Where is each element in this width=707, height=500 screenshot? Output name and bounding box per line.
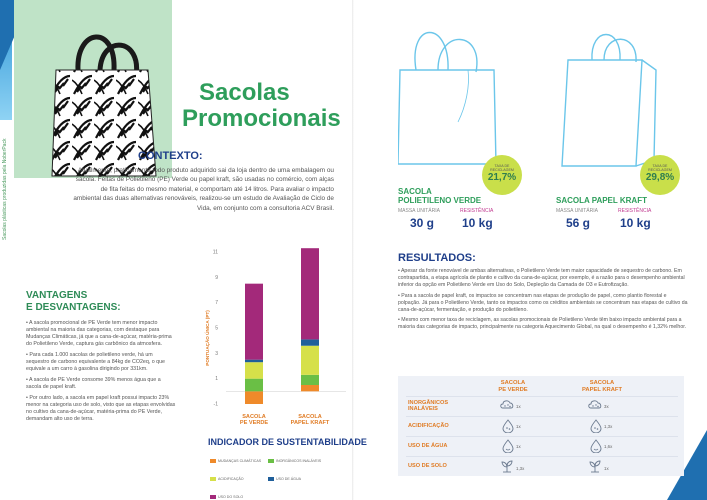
legend-label: MUDANÇAS CLIMÁTICAS (218, 459, 262, 463)
acid-drop-icon (502, 419, 514, 433)
recycle-badge-kraft: TAXA DE RECICLAGEM 29,8% (640, 155, 680, 195)
list-item: • Para cada 1.000 sacolas de polietileno verde, há um sequestro de carbono equivalente a 84kg de CO2eq, o que equivale a um carro à gasolina dirigindo por 331km. (26, 352, 165, 372)
y-tick-label: 3 (215, 350, 218, 357)
kraft-massa-label: MASSA UNITÁRIA (556, 208, 598, 214)
legend-item (210, 477, 268, 481)
table-row-label: ACIDIFICAÇÃO (408, 423, 449, 429)
legend-item (268, 477, 326, 481)
table-col-pe: SACOLA PE VERDE (498, 380, 528, 393)
kraft-bag-name: SACOLA PAPEL KRAFT (556, 196, 647, 205)
resultados-list (398, 268, 688, 335)
bar-segment (301, 339, 319, 345)
bar-segment (301, 385, 319, 391)
photo-credit: Sacolas plásticas produzidas pela NoberPack (2, 138, 8, 240)
page-title: Sacolas Promocionais (182, 79, 341, 132)
contexto-heading: CONTEXTO: (138, 150, 203, 162)
sustainability-chart (196, 246, 351, 436)
list-item: • A sacola promocional de PE Verde tem menor impacto ambiental na maioria das categorias, com destaque para Mudanças Climáticas, já que a cana-de-açúcar, matéria-prima do Polietileno Verde, captura gás carbônico da atmosfera. (26, 320, 172, 347)
bar-segment (301, 248, 319, 339)
y-tick-label: 1 (215, 376, 218, 383)
legend-swatch (268, 477, 274, 481)
list-item: • A sacola de PE Verde consome 39% menos água que a sacola de papel kraft. (26, 377, 161, 390)
water-drop-icon (502, 439, 514, 453)
legend-item (268, 459, 326, 463)
y-axis-label: PONTUAÇÃO ÚNICA (PT) (205, 310, 210, 366)
legend-label: USO DO SOLO (218, 495, 244, 499)
legend-label: USO DE ÁGUA (276, 477, 301, 481)
kraft-resist-label: RESISTÊNCIA (618, 208, 652, 214)
bar-segment (301, 375, 319, 385)
pe-resist-label: RESISTÊNCIA (460, 208, 494, 214)
table-cell: 1,6x (604, 444, 613, 449)
table-divider (406, 436, 678, 437)
cloud-dots-icon (500, 399, 514, 411)
kraft-massa-value: 56 g (566, 216, 591, 230)
table-divider (406, 396, 678, 397)
table-cell: 1x (604, 466, 609, 471)
y-tick-label: 7 (215, 300, 218, 307)
table-row-label: USO DE ÁGUA (408, 443, 448, 449)
table-row-label: INORGÂNICOS INALÁVEIS (408, 400, 449, 413)
list-item: • Por outro lado, a sacola em papel kraft possui impacto 23% menor na categoria uso de solo, visto que as etapas envolvidas no cultivo da cana-de-açúcar, matéria-prima do PE Verde, demandam alto uso de terra. (26, 395, 176, 422)
bar-segment (245, 360, 263, 363)
chart-title: INDICADOR DE SUSTENTABILIDADE (208, 437, 367, 447)
legend-item (210, 495, 268, 499)
vantagens-heading: VANTAGENS E DESVANTAGENS: (26, 290, 121, 313)
x-tick-label: PE VERDE (239, 420, 269, 426)
legend-label: INORGÂNICOS INALÁVEIS (276, 459, 322, 463)
bar-segment (245, 379, 263, 392)
x-tick-label: PAPEL KRAFT (290, 420, 330, 426)
table-col-kraft: SACOLA PAPEL KRAFT (581, 380, 623, 393)
contexto-text: Atualmente, praticamente todo produto adquirido sai da loja dentro de uma embalagem ou sacola. Feitas de Polietileno (PE) Verde ou papel kraft, são usadas no comércio, com alças de fita feitas do mesmo material, e comportam até 14 litros. Para avaliar o impacto ambiental das duas alternativas renováveis, realizou-se um estudo de Avaliação de Ciclo de Vida, em conjunto com a consultoria ACV Brasil. (73, 167, 334, 212)
table-cell: 1x (516, 444, 521, 449)
bar-segment (245, 391, 263, 404)
legend-swatch (268, 459, 274, 463)
y-tick-label: 9 (215, 274, 218, 281)
y-tick-label: 11 (212, 249, 218, 256)
list-item: • Apesar da fonte renovável de ambas alternativas, o Polietileno Verde tem maior capacidade de sequestro de carbono. Em contrapartida, a etapa agrícola de plantio e cultivo da cana-de-açúcar, por exemplo, é a razão para o desempenho ambiental inferior da opção em Polietileno Verde em Uso do Solo, Depleção da Camada de O3 e Eutrofização. (398, 268, 685, 289)
x-tick-label: SACOLA (298, 414, 322, 420)
water-drop-icon (590, 439, 602, 453)
bar-segment (245, 362, 263, 378)
vantagens-list (26, 320, 176, 427)
pe-massa-value: 30 g (410, 216, 435, 230)
table-cell: 3x (604, 404, 609, 409)
table-cell: 1x (516, 424, 521, 429)
pe-resist-value: 10 kg (462, 216, 493, 230)
table-row-label: USO DE SOLO (408, 463, 447, 469)
y-tick-label: -1 (213, 401, 218, 408)
chart-legend (210, 450, 350, 500)
legend-label: ACIDIFICAÇÃO (218, 477, 244, 481)
table-divider (406, 416, 678, 417)
y-tick-label: 5 (215, 325, 218, 332)
legend-swatch (210, 495, 216, 499)
sprout-icon (500, 459, 514, 473)
table-cell: 1,3x (604, 424, 613, 429)
page-spine (352, 0, 354, 500)
pe-massa-label: MASSA UNITÁRIA (398, 208, 440, 214)
x-tick-label: SACOLA (242, 414, 266, 420)
acid-drop-icon (590, 419, 602, 433)
resultados-heading: RESULTADOS: (398, 252, 476, 264)
table-cell: 1,3x (516, 466, 525, 471)
recycle-badge-pe: TAXA DE RECICLAGEM 21,7% (482, 155, 522, 195)
pe-bag-name: SACOLA POLIETILENO VERDE (398, 187, 482, 205)
bar-segment (301, 346, 319, 375)
kraft-bag-outline-icon (560, 30, 660, 170)
table-divider (406, 456, 678, 457)
legend-item (210, 459, 268, 463)
table-cell: 1x (516, 404, 521, 409)
bar-segment (245, 284, 263, 360)
list-item: • Para a sacola de papel kraft, os impactos se concentram nas etapas de produção de papel, como plantio florestal e polpação. Já para o Polietileno Verde, tanto os impactos como os créditos ambientais se concentram nas etapas de cultivo da cana-de-açúcar, fermentação, e produção do polietileno. (398, 292, 688, 314)
pe-bag-outline-icon (398, 26, 498, 166)
cloud-dots-icon (588, 399, 602, 411)
sprout-icon (588, 459, 602, 473)
kraft-resist-value: 10 kg (620, 216, 651, 230)
list-item: • Mesmo com menor taxa de reciclagem, as sacolas promocionais de Polietileno Verde têm baixo impacto ambiental para a maioria das categorias de impacto, principalmente na categoria Aquecimento Global, na qual o desempenho é 1,32% melhor. (398, 317, 687, 331)
legend-swatch (210, 477, 216, 481)
legend-swatch (210, 459, 216, 463)
